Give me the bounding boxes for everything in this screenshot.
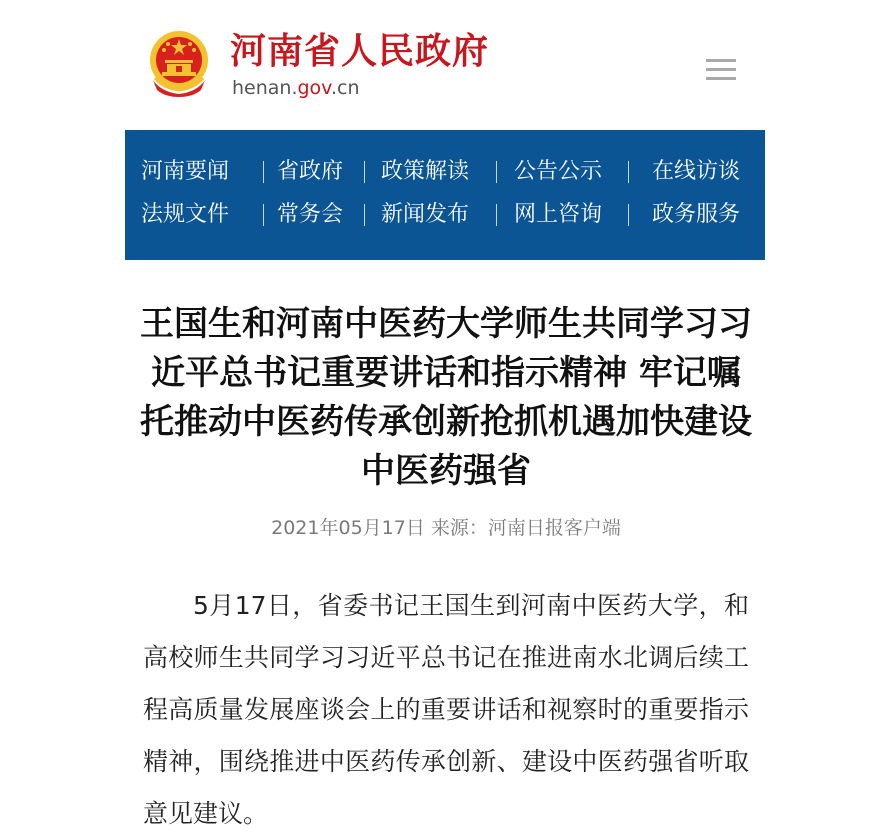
domain-accent: gov (297, 77, 331, 99)
domain-suffix: .cn (330, 77, 360, 99)
nav-divider (364, 161, 365, 183)
nav-item-policy-interpretation[interactable]: 政策解读 (381, 159, 470, 184)
nav-item-henan-news[interactable]: 河南要闻 (141, 159, 230, 184)
article-title: 王国生和河南中医药大学师生共同学习习近平总书记重要讲话和指示精神 牢记嘱托推动中医药传承创新抢抓机遇加快建设中医药强省 (140, 304, 752, 491)
nav-divider (628, 204, 629, 226)
nav-item-announcements[interactable]: 公告公示 (514, 159, 603, 184)
nav-item-gov-services[interactable]: 政务服务 (652, 202, 741, 227)
nav-item-executive-meeting[interactable]: 常务会 (277, 202, 344, 227)
nav-divider (496, 204, 497, 226)
article-date: 2021年05月17日 (271, 517, 425, 539)
nav-divider (364, 204, 365, 226)
nav-item-provincial-gov[interactable]: 省政府 (277, 159, 344, 184)
nav-divider (628, 161, 629, 183)
article-paragraph: 5月17日，省委书记王国生到河南中医药大学，和高校师生共同学习习近平总书记在推进南水北调后续工程高质量发展座谈会上的重要讲话和视察时的重要指示精神，围绕推进中医药传承创新、建设中医药强省听取意见建议。 (143, 591, 749, 828)
nav-divider (263, 161, 264, 183)
nav-item-regulations[interactable]: 法规文件 (141, 202, 230, 227)
article-source: 来源：河南日报客户端 (430, 517, 621, 539)
main-nav (125, 130, 765, 260)
hamburger-menu-icon[interactable] (706, 59, 736, 81)
article-meta (0, 514, 892, 542)
site-header (0, 0, 892, 130)
nav-divider (263, 204, 264, 226)
site-domain (232, 76, 360, 100)
nav-item-press-release[interactable]: 新闻发布 (381, 202, 470, 227)
nav-item-online-consult[interactable]: 网上咨询 (514, 202, 603, 227)
domain-prefix: henan. (232, 77, 298, 99)
nav-divider (496, 161, 497, 183)
site-title[interactable]: 河南省人民政府 (230, 31, 490, 72)
nav-item-online-interviews[interactable]: 在线访谈 (652, 159, 741, 184)
national-emblem-icon[interactable] (147, 30, 211, 98)
